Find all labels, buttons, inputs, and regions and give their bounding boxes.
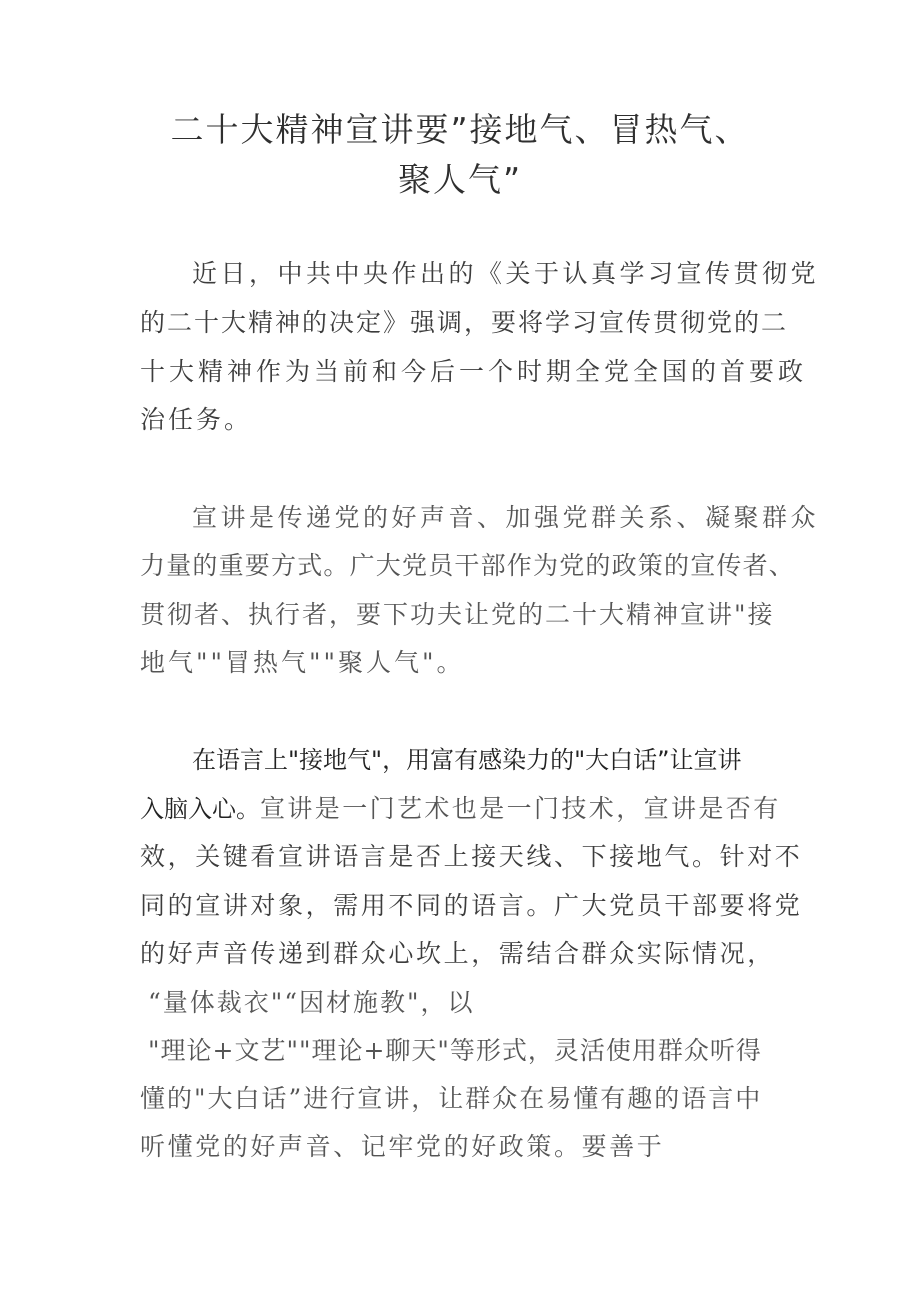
paragraph-3-line-9: 听懂党的好声音、记牢党的好政策。要善于 [140,1132,665,1161]
paragraph-3-line-7: "理论+文艺""理论+聊天"等形式，灵活使用群众听得 [148,1036,762,1065]
paragraph-1-line-2: 的二十大精神的决定》强调，要将学习宣传贯彻党的二 [140,308,789,337]
paragraph-2-line-3: 贯彻者、执行者，要下功夫让党的二十大精神宣讲"接 [140,600,775,629]
paragraph-3-line-4: 同的宣讲对象，需用不同的语言。广大党员干部要将党 [140,891,803,920]
paragraph-3-line-6: “量体裁衣"“因材施教"，以 [148,988,475,1017]
document-title-line-2: 聚人气” [397,160,523,199]
paragraph-2-line-2: 力量的重要方式。广大党员干部作为党的政策的宣传者、 [140,551,796,580]
paragraph-3-line-2 [140,793,780,825]
paragraph-3-line-3: 效，关键看宣讲语言是否上接天线、下接地气。针对不 [140,842,803,871]
paragraph-2-line-4: 地气""冒热气""聚人气"。 [140,648,465,677]
paragraph-3-line-5: 的好声音传递到群众心坎上，需结合群众实际情况， [140,939,775,968]
paragraph-3-line-2-bold: 入脑入心。 [140,795,260,823]
paragraph-1-line-1: 近日，中共中央作出的《关于认真学习宣传贯彻党 [192,259,820,288]
paragraph-1-line-4: 治任务。 [140,405,253,434]
paragraph-3-line-2-rest: 宣讲是一门艺术也是一门技术，宣讲是否有 [260,794,781,823]
document-title-line-1: 二十大精神宣讲要”接地气、冒热气、 [170,110,750,149]
paragraph-1-line-3: 十大精神作为当前和今后一个时期全党全国的首要政 [140,357,808,386]
paragraph-2-line-1: 宣讲是传递党的好声音、加强党群关系、凝聚群众 [192,503,820,532]
paragraph-3-line-1-bold: 在语言上"接地气"，用富有感染力的"大白话”让宣讲 [192,746,742,774]
paragraph-3-line-8: 懂的"大白话”进行宣讲，让群众在易懂有趣的语言中 [140,1084,763,1113]
